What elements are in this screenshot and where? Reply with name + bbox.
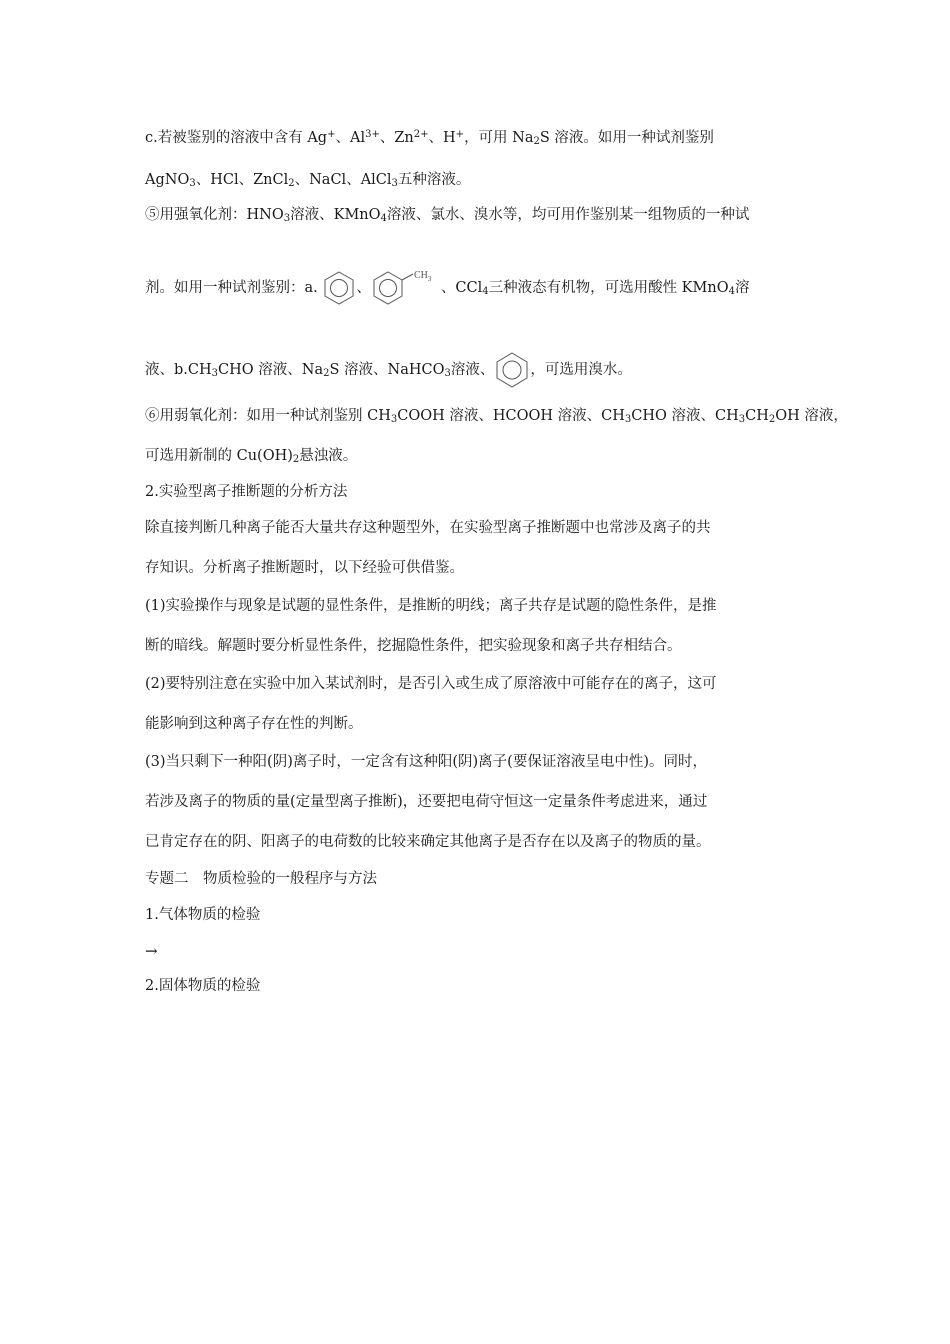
text: CHO 溶液、Na	[218, 362, 324, 378]
subscript: 2	[323, 368, 330, 379]
text: CH	[745, 408, 769, 424]
subscript: 3	[211, 368, 219, 379]
text: 五种溶液。	[397, 172, 471, 188]
subscript: 3	[624, 414, 632, 425]
benzene-structure	[494, 350, 530, 390]
paragraph-line: 存知识。分析离子推断题时，以下经验可供借鉴。	[145, 560, 464, 576]
text: S 溶液。如用一种试剂鉴别	[539, 130, 714, 146]
subscript: 3	[283, 213, 291, 224]
subscript: 3	[391, 178, 398, 189]
paragraph-line: 除直接判断几种离子能否大量共存这种题型外，在实验型离子推断题中也常涉及离子的共	[145, 520, 711, 536]
subscript: 3	[738, 414, 746, 425]
text: 、NaCl、AlCl	[294, 172, 392, 188]
subscript: 3	[189, 178, 196, 189]
text: 三种液态有机物，可选用酸性 KMnO	[488, 280, 729, 296]
text: S 溶液、NaHCO	[329, 362, 445, 378]
text: 溶液、	[450, 362, 495, 378]
subscript: 2	[533, 136, 540, 147]
subscript: 4	[380, 213, 387, 224]
item5-line-2	[145, 268, 749, 318]
text: ⑥用弱氧化剂：如用一种试剂鉴别 CH	[145, 408, 391, 424]
c-line-1	[145, 128, 714, 148]
text: 悬浊液。	[299, 448, 358, 464]
subsection-1-title: 1.气体物质的检验	[145, 907, 261, 923]
charge: +	[455, 129, 465, 140]
paragraph-line: 已肯定存在的阴、阳离子的电荷数的比较来确定其他离子是否存在以及离子的物质的量。	[145, 834, 711, 850]
text: 、HCl、ZnCl	[195, 172, 289, 188]
item5-line-3	[145, 350, 632, 400]
text: OH 溶液，	[775, 408, 848, 424]
text: 、CCl	[440, 280, 483, 296]
text: COOH 溶液、HCOOH 溶液、CH	[397, 408, 625, 424]
subscript: 3	[444, 368, 451, 379]
subscript: 2	[288, 178, 295, 189]
text: AgNO	[145, 172, 190, 188]
charge: +	[327, 129, 336, 140]
c-line-2	[145, 170, 470, 190]
text: 、Al	[335, 130, 366, 146]
charge: 2+	[413, 129, 429, 140]
text: ，可用 Na	[464, 130, 534, 146]
text: 液、b.CH	[145, 362, 212, 378]
paragraph-line: 若涉及离子的物质的量(定量型离子推断)，还要把电荷守恒这一定量条件考虑进来，通过	[145, 794, 708, 810]
paragraph-line: (1)实验操作与现象是试题的显性条件，是推断的明线；离子共存是试题的隐性条件，是推	[145, 598, 717, 614]
item6-line-2	[145, 446, 357, 466]
text: 剂。如用一种试剂鉴别：a.	[145, 280, 318, 296]
text: CHO 溶液、CH	[631, 408, 739, 424]
text: 可选用新制的 Cu(OH)	[145, 448, 293, 464]
text: 、Zn	[379, 130, 414, 146]
paragraph-line: 能影响到这种离子存在性的判断。	[145, 716, 363, 732]
subsection-2-title: 2.固体物质的检验	[145, 978, 261, 994]
item5-line-1	[145, 205, 749, 225]
subscript: 3	[390, 414, 398, 425]
subscript: 2	[292, 454, 300, 465]
paragraph-line: 断的暗线。解题时要分析显性条件，挖掘隐性条件，把实验现象和离子共存相结合。	[145, 638, 682, 654]
text: 溶液、氯水、溴水等，均可用作鉴别某一组物质的一种试	[386, 207, 750, 223]
toluene-structure	[371, 269, 441, 307]
methyl-label: $CH_3$	[413, 270, 432, 283]
text: 溶	[734, 280, 750, 296]
benzene-structure	[322, 269, 356, 307]
text: 溶液、KMnO	[290, 207, 381, 223]
paragraph-line: (2)要特别注意在实验中加入某试剂时，是否引入或生成了原溶液中可能存在的离子，这可	[145, 676, 717, 692]
item6-line-1	[145, 406, 848, 426]
text: c.若被鉴别的溶液中含有 Ag	[145, 130, 328, 146]
subscript: 4	[728, 286, 735, 297]
text: 、	[356, 280, 371, 296]
paragraph-line: (3)当只剩下一种阳(阴)离子时，一定含有这种阳(阴)离子(要保证溶液呈电中性)。同时，	[145, 754, 707, 770]
text: 、H	[428, 130, 456, 146]
text: ，可选用溴水。	[530, 362, 632, 378]
topic-2-title: 专题二 物质检验的一般程序与方法	[145, 871, 377, 887]
arrow-icon: →	[145, 942, 158, 960]
text: ⑤用强氧化剂：HNO	[145, 207, 284, 223]
subscript: 2	[768, 414, 776, 425]
charge: 3+	[365, 129, 380, 140]
subscript: 4	[482, 286, 489, 297]
section-2-title: 2.实验型离子推断题的分析方法	[145, 484, 348, 500]
